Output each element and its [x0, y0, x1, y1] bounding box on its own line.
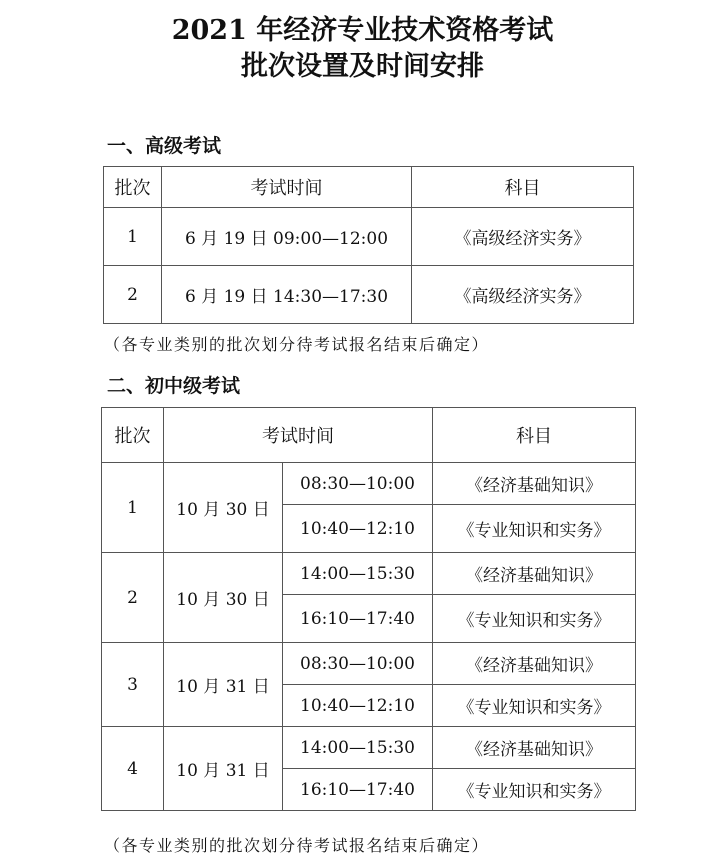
header-exam-time: 考试时间	[164, 408, 433, 463]
senior-batch-note: （各专业类别的批次划分待考试报名结束后确定）	[104, 335, 490, 354]
exam-time: 16:10—17:40	[283, 595, 433, 643]
exam-time: 08:30—10:00	[283, 463, 433, 505]
table-header-row	[102, 408, 636, 463]
exam-date: 10 月 31 日	[164, 727, 283, 811]
batch-number: 2	[104, 266, 162, 324]
exam-subject: 《专业知识和实务》	[433, 769, 636, 811]
exam-time: 16:10—17:40	[283, 769, 433, 811]
table-row	[102, 643, 636, 685]
exam-date: 10 月 30 日	[164, 553, 283, 643]
exam-subject: 《经济基础知识》	[433, 553, 636, 595]
header-exam-time: 考试时间	[162, 167, 412, 208]
header-batch: 批次	[104, 167, 162, 208]
junior-intermediate-exam-table	[101, 407, 636, 811]
exam-time: 14:00—15:30	[283, 727, 433, 769]
junior-intermediate-batch-note: （各专业类别的批次划分待考试报名结束后确定）	[104, 836, 490, 855]
exam-time: 14:00—15:30	[283, 553, 433, 595]
header-subject: 科目	[433, 408, 636, 463]
batch-number: 2	[102, 553, 164, 643]
exam-time: 10:40—12:10	[283, 505, 433, 553]
section-heading-senior: 一、高级考试	[107, 135, 222, 157]
exam-date: 10 月 31 日	[164, 643, 283, 727]
exam-time: 08:30—10:00	[283, 643, 433, 685]
table-row	[102, 727, 636, 769]
document-title-line-1: 2021 年经济专业技术资格考试	[171, 15, 554, 46]
document-title-line-2: 批次设置及时间安排	[241, 51, 484, 82]
exam-subject: 《经济基础知识》	[433, 643, 636, 685]
exam-subject: 《专业知识和实务》	[433, 685, 636, 727]
exam-subject: 《高级经济实务》	[412, 208, 634, 266]
header-batch: 批次	[102, 408, 164, 463]
batch-number: 1	[104, 208, 162, 266]
exam-subject: 《专业知识和实务》	[433, 595, 636, 643]
exam-time: 10:40—12:10	[283, 685, 433, 727]
table-row	[104, 266, 634, 324]
batch-number: 3	[102, 643, 164, 727]
exam-subject: 《高级经济实务》	[412, 266, 634, 324]
exam-time: 6 月 19 日 09:00—12:00	[162, 208, 412, 266]
batch-number: 1	[102, 463, 164, 553]
table-header-row	[104, 167, 634, 208]
exam-time: 6 月 19 日 14:30—17:30	[162, 266, 412, 324]
exam-subject: 《专业知识和实务》	[433, 505, 636, 553]
batch-number: 4	[102, 727, 164, 811]
table-row	[104, 208, 634, 266]
exam-subject: 《经济基础知识》	[433, 727, 636, 769]
senior-exam-table	[103, 166, 634, 324]
section-heading-junior-intermediate: 二、初中级考试	[107, 375, 241, 397]
exam-date: 10 月 30 日	[164, 463, 283, 553]
header-subject: 科目	[412, 167, 634, 208]
table-row	[102, 553, 636, 595]
exam-subject: 《经济基础知识》	[433, 463, 636, 505]
table-row	[102, 463, 636, 505]
